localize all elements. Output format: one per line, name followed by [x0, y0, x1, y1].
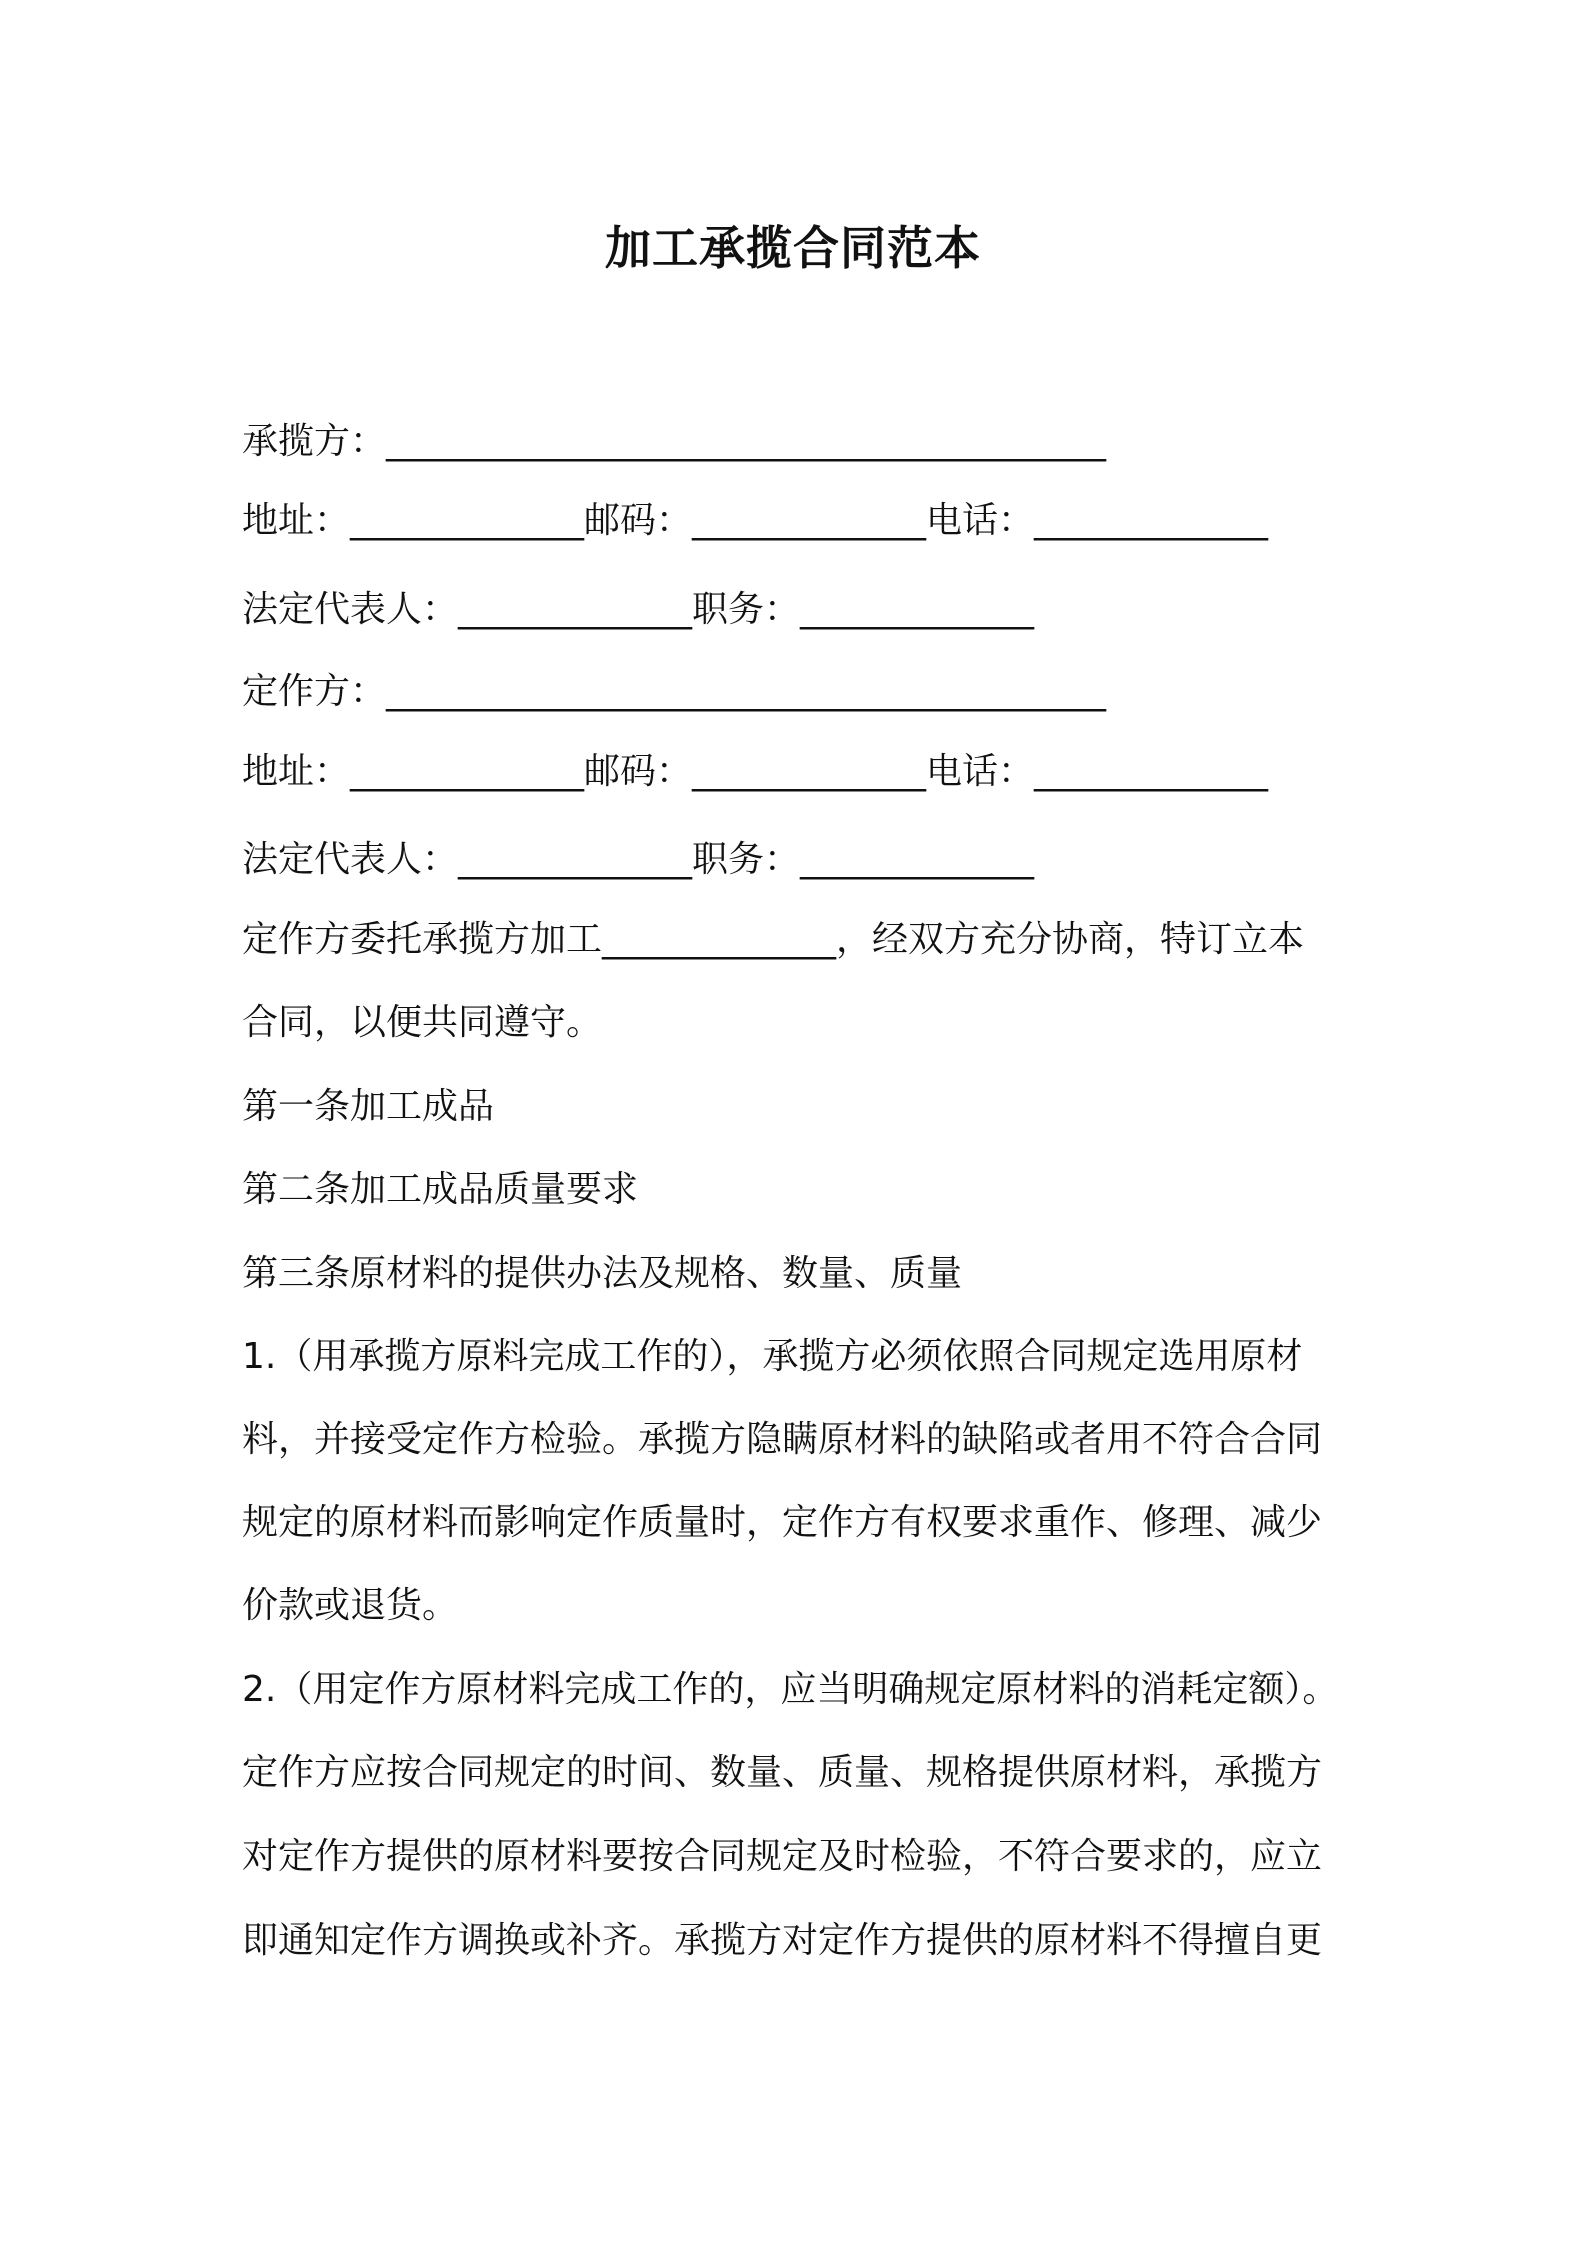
contractor-representative-line: 法定代表人：_____________职务：_____________ [242, 589, 1035, 630]
client-representative-line: 法定代表人：_____________职务：_____________ [242, 839, 1035, 880]
preamble-line-1: 定作方委托承揽方加工_____________，经双方充分协商，特订立本 [242, 919, 1305, 960]
document-title: 加工承揽合同范本 [605, 221, 981, 275]
clause-2-line-2: 定作方应按合同规定的时间、数量、质量、规格提供原材料，承揽方 [242, 1752, 1323, 1793]
preamble-line-2: 合同，以便共同遵守。 [242, 1002, 603, 1043]
clause-1-line-4: 价款或退货。 [242, 1585, 459, 1626]
clause-1-line-2: 料，并接受定作方检验。承揽方隐瞒原材料的缺陷或者用不符合合同 [242, 1419, 1323, 1460]
article-1-heading: 第一条加工成品 [242, 1086, 495, 1127]
clause-2-line-1: 2.（用定作方原材料完成工作的，应当明确规定原材料的消耗定额）。 [242, 1669, 1339, 1710]
article-3-heading: 第三条原材料的提供办法及规格、数量、质量 [242, 1253, 963, 1294]
clause-2-line-3: 对定作方提供的原材料要按合同规定及时检验，不符合要求的，应立 [242, 1836, 1323, 1877]
clause-2-line-4: 即通知定作方调换或补齐。承揽方对定作方提供的原材料不得擅自更 [242, 1920, 1323, 1961]
client-address-line: 地址：_____________邮码：_____________电话：_____________ [242, 751, 1269, 792]
contractor-name-line: 承揽方：________________________________________ [242, 421, 1107, 462]
contractor-address-line: 地址：_____________邮码：_____________电话：_____________ [242, 500, 1269, 541]
article-2-heading: 第二条加工成品质量要求 [242, 1169, 639, 1210]
client-name-line: 定作方：________________________________________ [242, 671, 1107, 712]
clause-1-line-1: 1.（用承揽方原料完成工作的），承揽方必须依照合同规定选用原材 [242, 1336, 1303, 1377]
clause-1-line-3: 规定的原材料而影响定作质量时，定作方有权要求重作、修理、减少 [242, 1502, 1323, 1543]
